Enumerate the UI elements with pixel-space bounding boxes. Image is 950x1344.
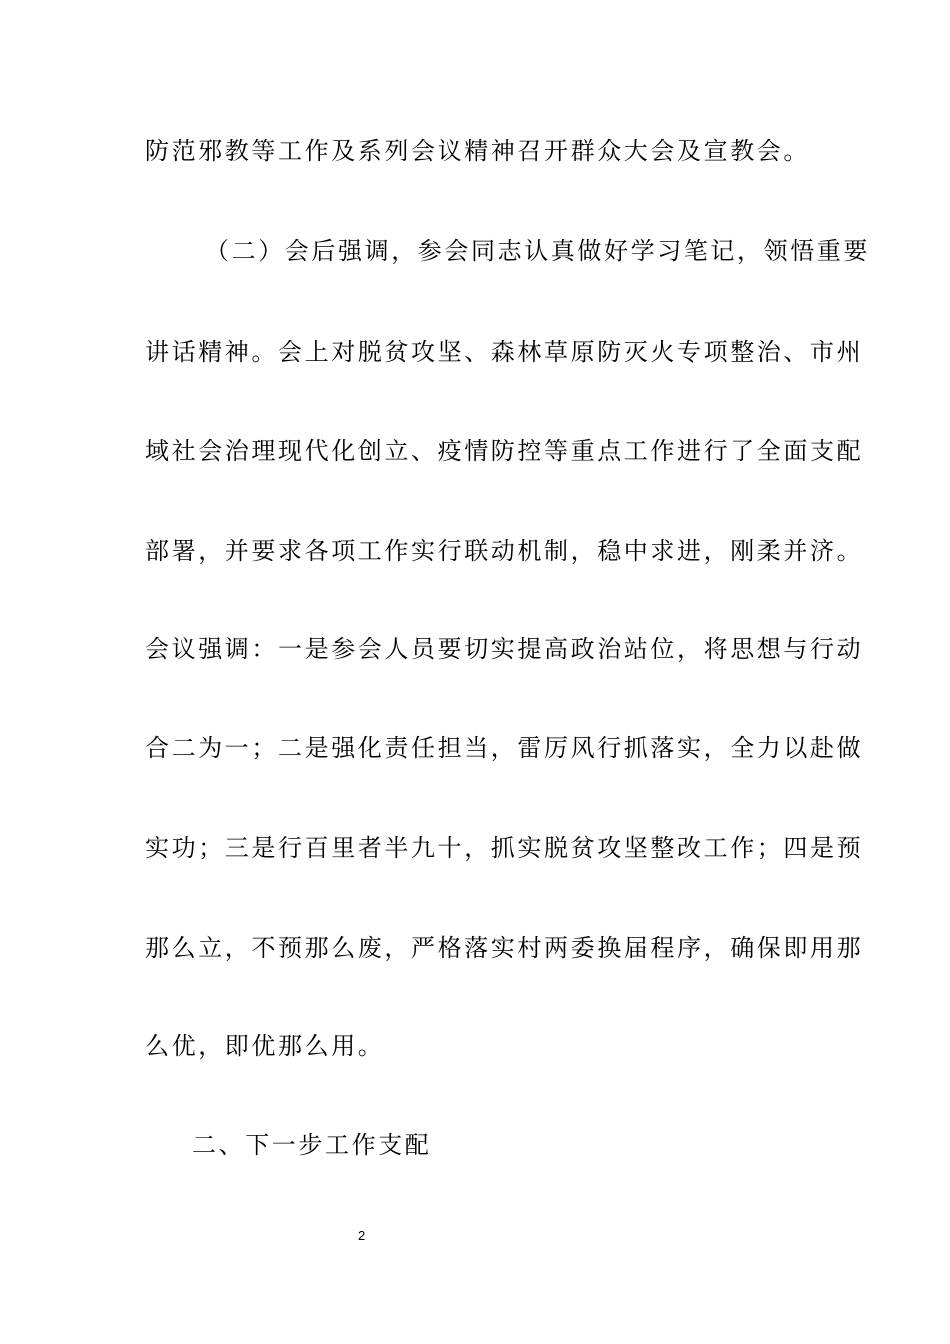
- body-text-line: （二）会后强调，参会同志认真做好学习笔记，领悟重要: [205, 237, 870, 265]
- body-text-line: 部署，并要求各项工作实行联动机制，稳中求进，刚柔并济。: [145, 537, 864, 565]
- body-text-line: 么优，即优那么用。: [145, 1032, 385, 1060]
- body-text-line: 讲话精神。会上对脱贫攻坚、森林草原防灭火专项整治、市州: [145, 338, 864, 366]
- body-text-line: 会议强调：一是参会人员要切实提高政治站位，将思想与行动: [145, 635, 864, 663]
- body-text-line: 防范邪教等工作及系列会议精神召开群众大会及宣教会。: [145, 137, 810, 165]
- section-heading: 二、下一步工作支配: [192, 1131, 432, 1159]
- page-number: 2: [358, 1228, 366, 1243]
- body-text-line: 实功；三是行百里者半九十，抓实脱贫攻坚整改工作；四是预: [145, 834, 864, 862]
- body-text-line: 合二为一；二是强化责任担当，雷厉风行抓落实，全力以赴做: [145, 734, 864, 762]
- body-text-line: 那么立，不预那么废，严格落实村两委换届程序，确保即用那: [145, 934, 864, 962]
- body-text-line: 域社会治理现代化创立、疫情防控等重点工作进行了全面支配: [145, 437, 864, 465]
